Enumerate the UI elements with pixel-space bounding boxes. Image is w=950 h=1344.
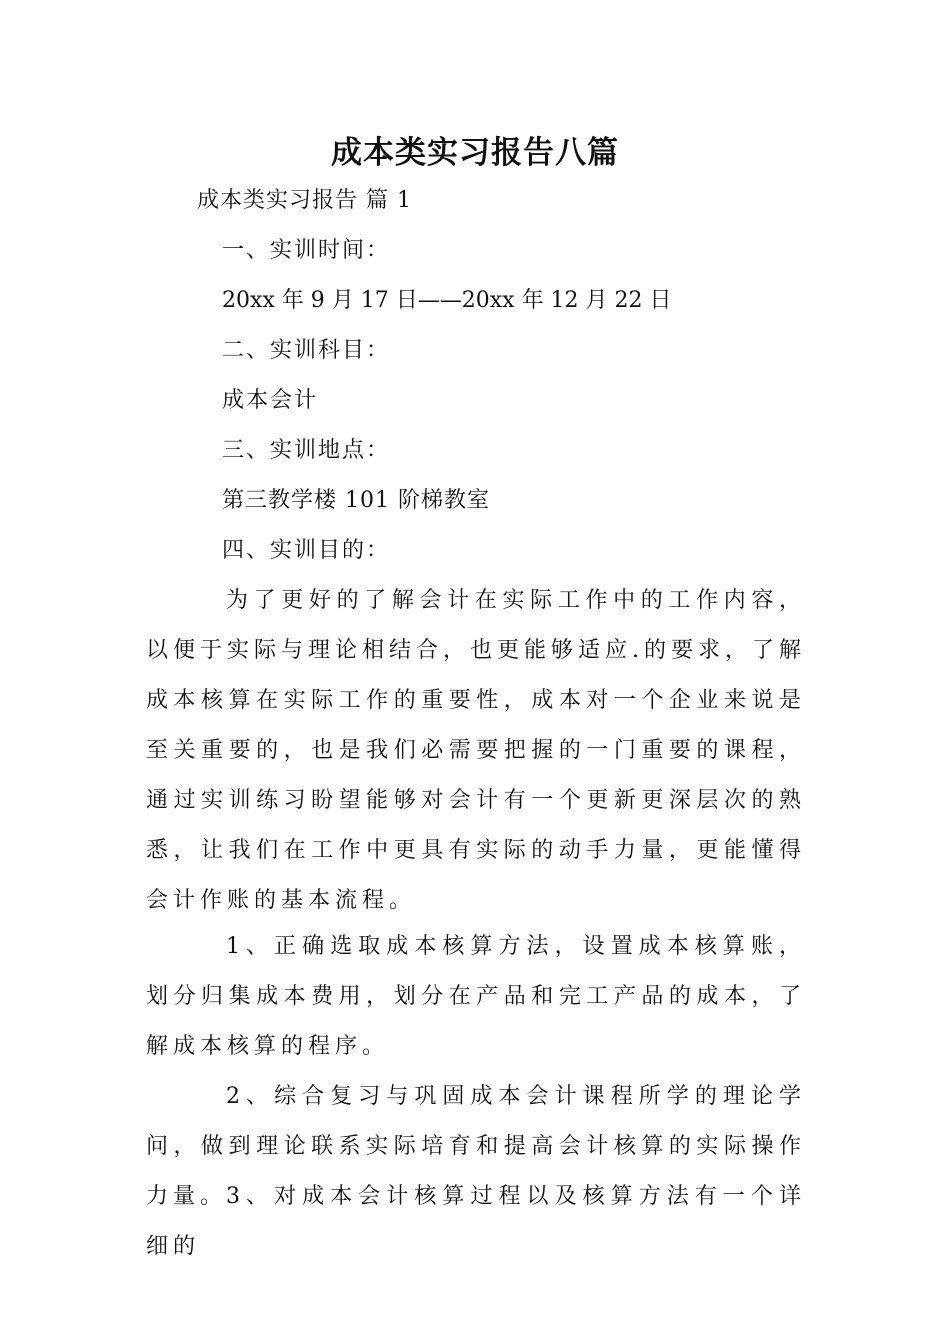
item-heading-time: 一、实训时间： — [222, 238, 391, 263]
paragraph-point-2: 2、综合复习与巩固成本会计课程所学的理论学问，做到理论联系实际培育和提高会计核算的实际操作力量。 — [146, 1084, 806, 1209]
item-heading-location: 三、实训地点： — [222, 438, 391, 463]
paragraph-point-1: 1、正确选取成本核算方法，设置成本核算账，划分归集成本费用，划分在产品和完工产品的成本，了解成本核算的程序。 — [146, 934, 806, 1059]
section-heading: 成本类实习报告 篇 1 — [197, 188, 412, 213]
item-value-subject: 成本会计 — [222, 388, 319, 413]
item-heading-subject: 二、实训科目： — [222, 338, 391, 363]
document-title: 成本类实习报告八篇 — [331, 135, 619, 171]
item-heading-purpose: 四、实训目的： — [222, 538, 391, 563]
paragraph-point-3: 3、对成本会计核算过程以及核算方法有一个详细的 — [146, 1184, 806, 1259]
paragraph-purpose: 为了更好的了解会计在实际工作中的工作内容，以便于实际与理论相结合，也更能够适应.的要求，了解成本核算在实际工作的重要性，成本对一个企业来说是至关重要的，也是我们必需要把握的一门重要的课程，通过实训练习盼望能够对会计有一个更新更深层次的熟悉，让我们在工作中更具有实际的动手力量，更能懂得会计作账的基本流程。 — [146, 588, 806, 913]
item-value-location: 第三教学楼 101 阶梯教室 — [222, 488, 490, 513]
item-value-time: 20xx 年 9 月 17 日——20xx 年 12 月 22 日 — [222, 288, 672, 313]
